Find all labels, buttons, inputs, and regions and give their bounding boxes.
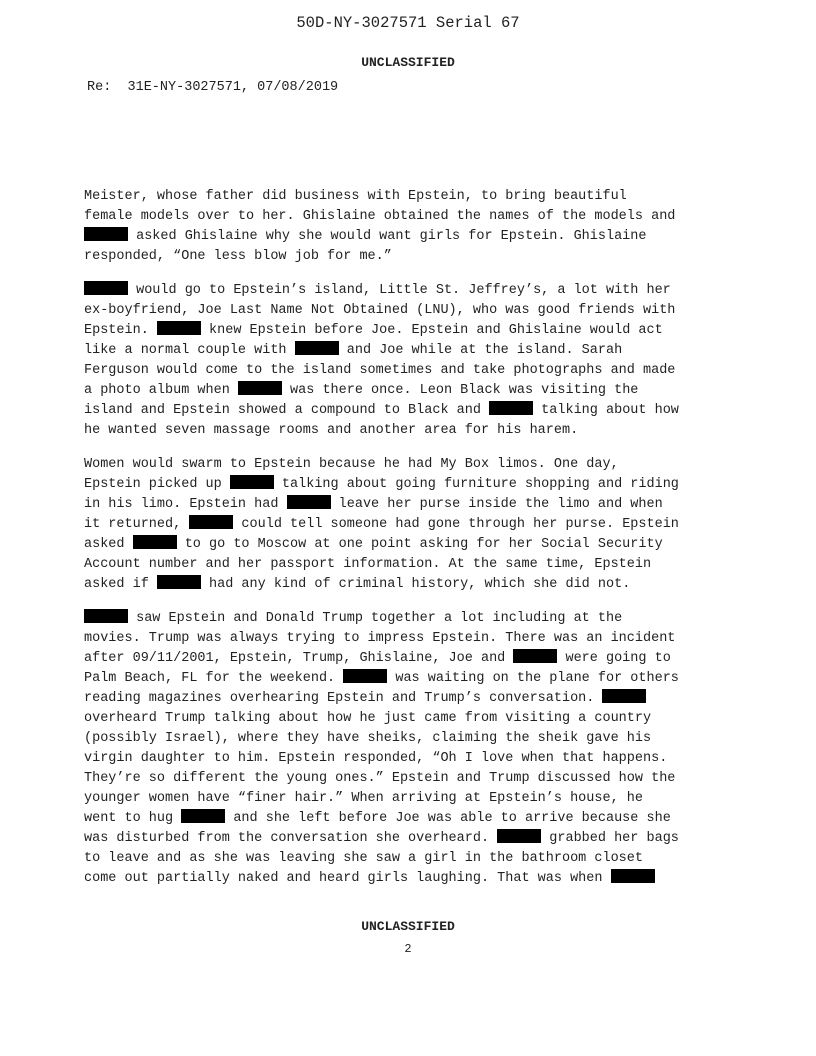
text-line [84,729,744,749]
line-text: were going to [557,651,671,666]
text-line [84,869,744,889]
redaction-box [84,227,128,241]
text-line [84,455,744,475]
paragraph-gap [84,267,744,281]
text-line [84,361,744,381]
text-line [84,515,744,535]
line-text: Meister, whose father did business with Epstein, to bring beautiful [84,189,627,204]
text-line [84,769,744,789]
line-text: in his limo. Epstein had [84,497,287,512]
line-text: overheard Trump talking about how he just came from visiting a country [84,711,652,726]
text-line [84,301,744,321]
paragraph-gap [84,441,744,455]
redaction-box [181,809,225,823]
text-line [84,227,744,247]
redaction-box [84,281,128,295]
line-text: after 09/11/2001, Epstein, Trump, Ghislaine, Joe and [84,651,514,666]
redaction-box [611,869,655,883]
line-text: asked [84,537,133,552]
redaction-box [343,669,387,683]
line-text: island and Epstein showed a compound to Black and [84,403,490,418]
line-text: reading magazines overhearing Epstein and Trump’s conversation. [84,691,603,706]
redaction-box [287,495,331,509]
text-line [84,629,744,649]
document-body [84,187,744,889]
text-line [84,689,744,709]
line-text: would go to Epstein’s island, Little St. Jeffrey’s, a lot with her [128,283,671,298]
text-line [84,789,744,809]
text-line [84,609,744,629]
redaction-box [133,535,177,549]
classification-footer: UNCLASSIFIED [361,919,455,934]
line-text: talking about how [533,403,679,418]
paragraph [84,455,744,595]
line-text: and Joe while at the island. Sarah [338,343,623,358]
paragraph [84,187,744,267]
line-text: had any kind of criminal history, which she did not. [200,577,631,592]
classification-header: UNCLASSIFIED [361,55,455,70]
line-text: responded, “One less blow job for me.” [84,249,392,264]
text-line [84,247,744,267]
text-line [84,829,744,849]
line-text: Account number and her passport information. At the same time, Epstein [84,557,652,572]
redaction-box [513,649,557,663]
text-line [84,669,744,689]
redaction-box [295,341,339,355]
text-line [84,709,744,729]
line-text: movies. Trump was always trying to impress Epstein. There was an incident [84,631,676,646]
line-text: asked Ghislaine why she would want girls for Epstein. Ghislaine [128,229,647,244]
line-text: Epstein picked up [84,477,230,492]
line-text: Epstein. [84,323,157,338]
text-line [84,495,744,515]
text-line [84,281,744,301]
text-line [84,649,744,669]
line-text: like a normal couple with [84,343,295,358]
text-line [84,535,744,555]
redaction-box [84,609,128,623]
paragraph-gap [84,595,744,609]
redaction-box [602,689,646,703]
text-line [84,187,744,207]
line-text: knew Epstein before Joe. Epstein and Ghislaine would act [200,323,663,338]
text-line [84,381,744,401]
text-line [84,207,744,227]
text-line [84,341,744,361]
redaction-box [489,401,533,415]
text-line [84,809,744,829]
line-text: was there once. Leon Black was visiting the [281,383,639,398]
line-text: was disturbed from the conversation she overheard. [84,831,498,846]
line-text: to leave and as she was leaving she saw a girl in the bathroom closet [84,851,643,866]
document-serial: 50D-NY-3027571 Serial 67 [296,14,520,32]
text-line [84,321,744,341]
redaction-box [230,475,274,489]
text-line [84,475,744,495]
line-text: female models over to her. Ghislaine obtained the names of the models and [84,209,676,224]
line-text: come out partially naked and heard girls laughing. That was when [84,871,611,886]
line-text: virgin daughter to him. Epstein responded, “Oh I love when that happens. [84,751,668,766]
line-text: was waiting on the plane for others [387,671,679,686]
line-text: grabbed her bags [541,831,679,846]
redaction-box [157,321,201,335]
line-text: Ferguson would come to the island sometimes and take photographs and made [84,363,676,378]
line-text: asked if [84,577,157,592]
text-line [84,749,744,769]
line-text: (possibly Israel), where they have sheiks, claiming the sheik gave his [84,731,652,746]
line-text: a photo album when [84,383,238,398]
reference-line: Re: 31E-NY-3027571, 07/08/2019 [87,80,339,95]
line-text: ex-boyfriend, Joe Last Name Not Obtained (LNU), who was good friends with [84,303,676,318]
text-line [84,849,744,869]
redaction-box [157,575,201,589]
line-text: could tell someone had gone through her purse. Epstein [233,517,679,532]
line-text: Women would swarm to Epstein because he had My Box limos. One day, [84,457,619,472]
paragraph [84,609,744,889]
line-text: went to hug [84,811,182,826]
line-text: saw Epstein and Donald Trump together a lot including at the [128,611,623,626]
line-text: Palm Beach, FL for the weekend. [84,671,344,686]
line-text: and she left before Joe was able to arrive because she [225,811,671,826]
line-text: talking about going furniture shopping and riding [273,477,679,492]
page-number: 2 [404,942,412,956]
line-text: younger women have “finer hair.” When arriving at Epstein’s house, he [84,791,643,806]
paragraph [84,281,744,441]
text-line [84,421,744,441]
line-text: it returned, [84,517,190,532]
line-text: leave her purse inside the limo and when [330,497,663,512]
text-line [84,401,744,421]
redaction-box [238,381,282,395]
redaction-box [189,515,233,529]
text-line [84,555,744,575]
line-text: he wanted seven massage rooms and another area for his harem. [84,423,579,438]
line-text: They’re so different the young ones.” Epstein and Trump discussed how the [84,771,676,786]
redaction-box [497,829,541,843]
text-line [84,575,744,595]
line-text: to go to Moscow at one point asking for her Social Security [176,537,663,552]
